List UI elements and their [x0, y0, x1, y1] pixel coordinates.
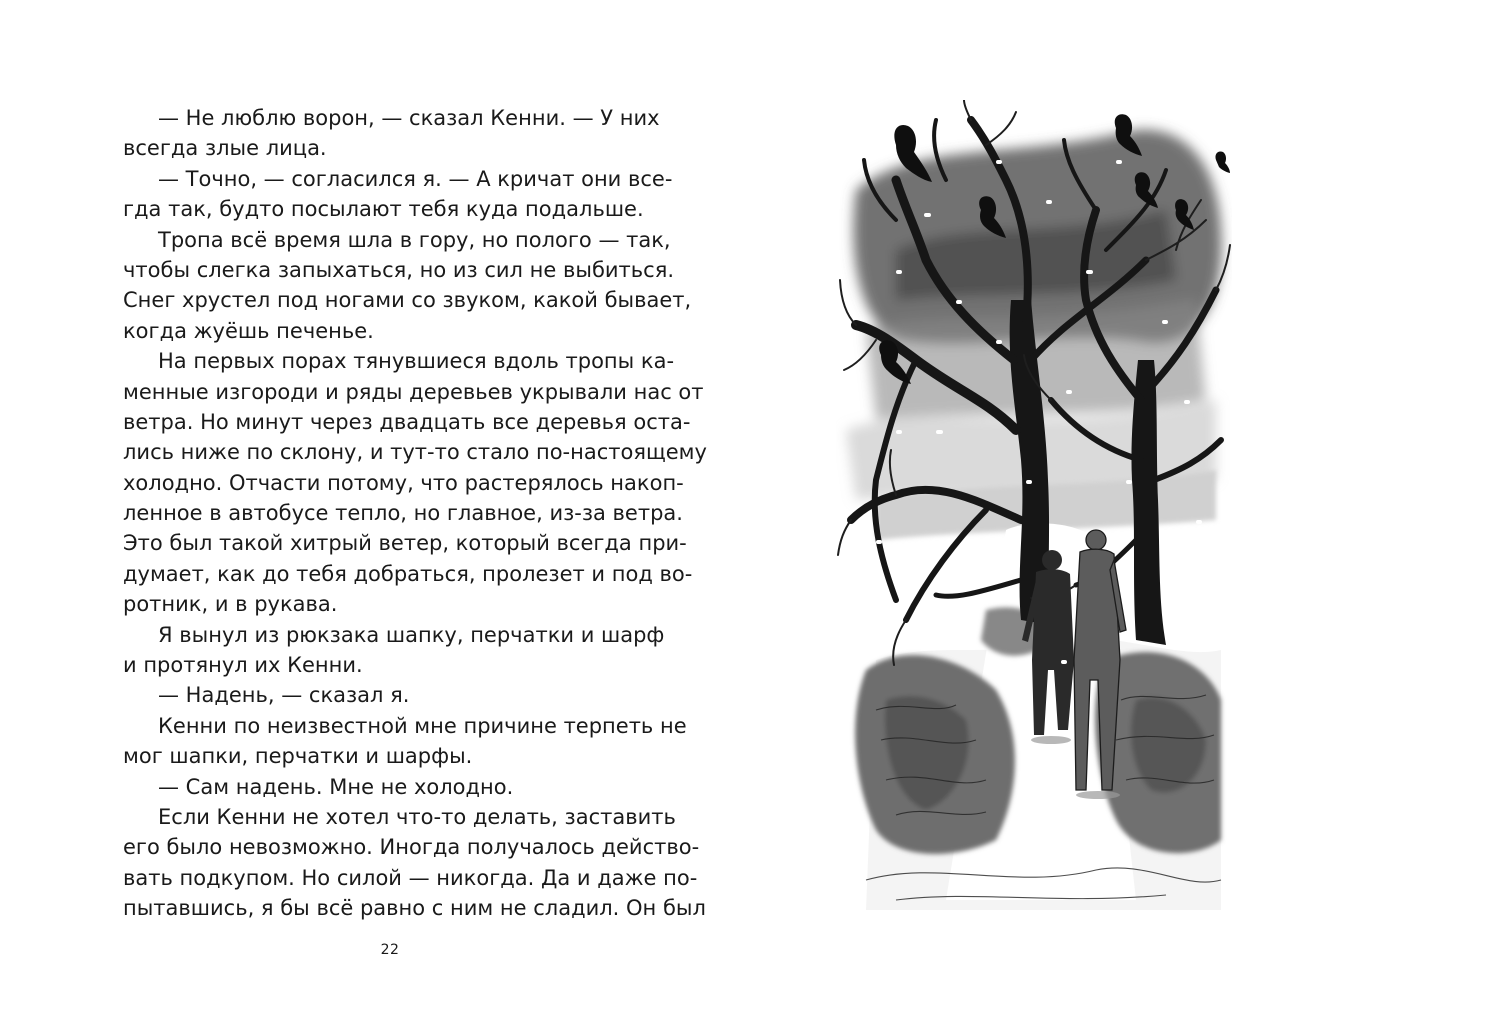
text-line: думает, как до тебя добраться, пролезет и под во-	[123, 561, 693, 586]
page-number: 22	[380, 942, 400, 958]
text-line: лись ниже по склону, и тут-то стало по-настоящему	[123, 440, 707, 465]
text-line: — Надень, — сказал я.	[158, 683, 410, 708]
ink-illustration-icon	[836, 100, 1232, 910]
text-line: холодно. Отчасти потому, что растерялось накоп-	[123, 470, 684, 495]
text-line: менные изгороди и ряды деревьев укрывали нас от	[123, 379, 704, 404]
text-line: вать подкупом. Но силой — никогда. Да и даже по-	[123, 865, 698, 890]
text-line: гда так, будто посылают тебя куда подальше.	[123, 197, 644, 222]
text-line: На первых порах тянувшиеся вдоль тропы ка-	[158, 349, 675, 374]
text-line: Снег хрустел под ногами со звуком, какой бывает,	[123, 288, 692, 313]
text-line: Кенни по неизвестной мне причине терпеть не	[158, 713, 687, 738]
body-text	[123, 103, 707, 924]
text-line: — Не люблю ворон, — сказал Кенни. — У них	[158, 106, 660, 130]
text-line: ветра. Но минут через двадцать все деревья оста-	[123, 409, 691, 434]
text-line: ротник, и в рукава.	[123, 592, 338, 617]
text-line: — Сам надень. Мне не холодно.	[158, 774, 514, 799]
text-line: чтобы слегка запыхаться, но из сил не выбиться.	[123, 257, 675, 282]
text-line: Я вынул из рюкзака шапку, перчатки и шарф	[158, 622, 665, 647]
text-line: Это был такой хитрый ветер, который всегда при-	[123, 531, 687, 556]
text-line: и протянул их Кенни.	[123, 653, 363, 678]
text-line: всегда злые лица.	[123, 136, 327, 161]
text-line: пытавшись, я бы всё равно с ним не сладил. Он был	[123, 896, 706, 921]
text-line: Тропа всё время шла в гору, но полого — так,	[158, 227, 671, 252]
text-line: когда жуёшь печенье.	[123, 318, 374, 343]
text-line: его было невозможно. Иногда получалось действо-	[123, 835, 700, 860]
text-line: ленное в автобусе тепло, но главное, из-за ветра.	[123, 501, 683, 526]
text-line: мог шапки, перчатки и шарфы.	[123, 744, 473, 769]
text-line: Если Кенни не хотел что-то делать, заставить	[158, 804, 676, 829]
text-line: — Точно, — согласился я. — А кричат они все-	[158, 166, 673, 191]
